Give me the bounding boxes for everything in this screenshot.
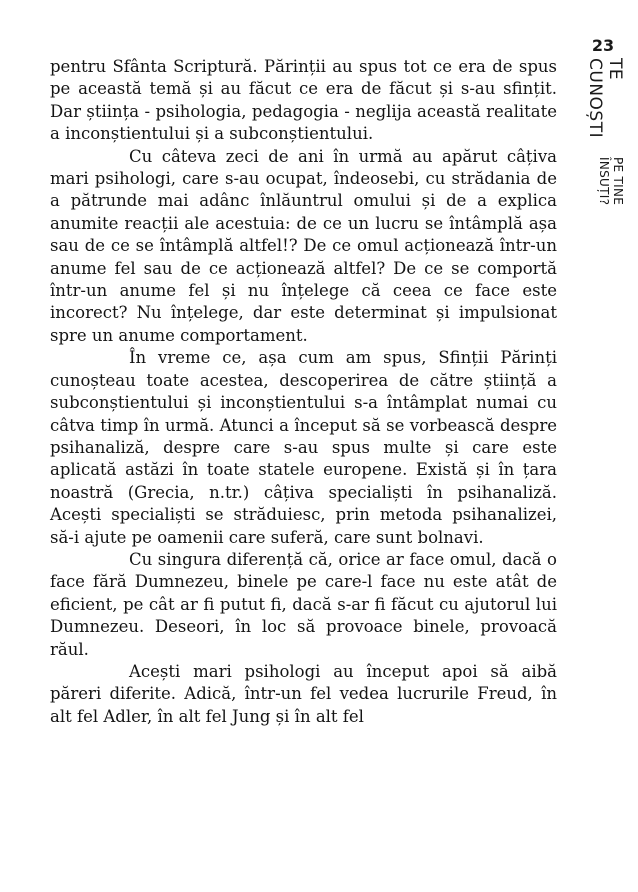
paragraph-1: pentru Sfânta Scriptură. Părinții au spus tot ce era de spus pe această temă și au făcut ce era de făcut și s-au sfințit. Dar știința - psihologia, pedagogia - neglija această realitate a inconștientului și a subconștientului. — [50, 57, 557, 144]
paragraph-2: Cu câteva zeci de ani în urmă au apărut câțiva mari psihologi, care s-au ocupat, îndeosebi, cu strădania de a pătrunde mai adânc înlăuntrul omului și de a explica anumite reacții ale acestuia: de ce un lucru se întâmplă așa sau de ce se întâmplă altfel!? De ce omul acționează într-un anume fel sau de ce acționează altfel? De ce se comportă într-un anume fel și nu înțelege că ceea ce face este incorect? Nu înțelege, dar este determinat și impulsionat spre un anume comportament. — [50, 146, 557, 345]
body-text — [50, 56, 557, 728]
running-title — [585, 58, 625, 248]
paragraph-5: Acești mari psihologi au început apoi să aibă păreri diferite. Adică, într-un fel vedea lucrurile Freud, în alt fel Adler, în alt fel Jung și în alt fel — [50, 661, 557, 726]
running-title-line-2: PE TINE ÎNSUȚI? — [597, 157, 625, 206]
running-title-line-1: TE CUNOȘTI — [585, 58, 625, 139]
paragraph-3: În vreme ce, așa cum am spus, Sfinții Părinți cunoșteau toate acestea, descoperirea de către știință a subconștientului și inconștientului s-a întâmplat numai cu câtva timp în urmă. Atunci a început să se vorbească despre psihanaliză, despre care s-au spus multe și care este aplicată astăzi în toate statele europene. Există și în țara noastră (Grecia, n.tr.) câțiva specialiști în psihanaliză. Acești specialiști se străduiesc, prin metoda psihanalizei, să-i ajute pe oamenii care suferă, care sunt bolnavi. — [50, 348, 557, 547]
page-number: 23 — [591, 36, 615, 55]
paragraph-4: Cu singura diferență că, orice ar face omul, dacă o face fără Dumnezeu, binele pe care-l face nu este atât de eficient, pe cât ar fi putut fi, dacă s-ar fi făcut cu ajutorul lui Dumnezeu. Deseori, în loc să provoace binele, provoacă răul. — [50, 549, 557, 659]
